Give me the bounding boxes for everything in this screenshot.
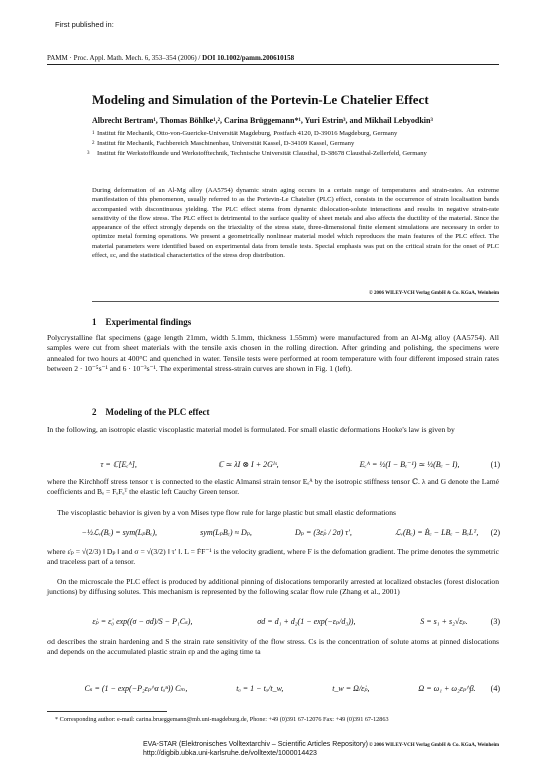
repository-url[interactable]: http://digbib.ubka.uni-karlsruhe.de/volltexte/1000014423 bbox=[143, 750, 317, 757]
affiliation-2: 2 Institut für Mechanik, Fachbereich Maschinenbau, Universität Kassel, D-34109 Kassel, Germany bbox=[92, 140, 355, 147]
equation-number-2: (2) bbox=[490, 528, 500, 537]
copyright-notice: © 2006 WILEY-VCH Verlag GmbH & Co. KGaA, Weinheim bbox=[368, 291, 499, 296]
paper-title: Modeling and Simulation of the Portevin-Le Chatelier Effect bbox=[92, 92, 429, 107]
repository-info bbox=[143, 740, 368, 758]
paragraph-model-intro: In the following, an isotropic elastic viscoplastic material model is formulated. For small elastic deformations Hooke's law is given by bbox=[47, 425, 455, 434]
repository-name: EVA-STAR (Elektronisches Volltextarchiv – Scientific Articles Repository) bbox=[143, 741, 368, 748]
author-list: Albrecht Bertram¹, Thomas Böhlke¹,², Carina Brüggemann*¹, Yuri Estrin³, and Mikhail Lebyodkin³ bbox=[92, 116, 433, 125]
corresponding-author-footnote: * Corresponding author: e-mail: carina.brueggemann@mb.uni-magdeburg.de, Phone: +49 (0)391 67-12076 Fax: +49 (0)391 67-12863 bbox=[55, 716, 389, 723]
paragraph-model-microscale: On the microscale the PLC effect is produced by additional pinning of dislocations temporarily arrested at localized obstacles (forest dislocation junctions) by diffusing solutes. This mechanism is represented by the following scalar flow rule (Zhang et al., 2001) bbox=[47, 577, 499, 597]
footnote-rule bbox=[47, 711, 167, 712]
paragraph-experimental: Polycrystalline flat specimens (gage length 21mm, width 5.1mm, thickness 1.55mm) were manufactured from an Al-Mg alloy (AA5754). All samples were cut from sheet materials with the tensile axis chosen in the rolling direction. After grinding and polishing, the specimens were annealed for two hours at 400°C and quenched in water. Tensile tests were performed at room temperature with four different imposed strain rates between 2 · 10⁻⁵s⁻¹ and 6 · 10⁻³s⁻¹. The experimental stress-strain curves are shown in Fig. 1 (left). bbox=[47, 333, 499, 373]
affiliation-3: 3 Institut für Werkstoffkunde und Werkstofftechnik, Technische Universität Clausthal, D-38678 Clausthal-Zellerfeld, Germany bbox=[87, 150, 427, 157]
paragraph-model-hardening: σd describes the strain hardening and S the strain rate sensitivity of the flow stress. Cs is the concentration of solute atoms at pinned dislocations and depends on the accumulated plastic strain εp and the aging time ta bbox=[47, 637, 499, 657]
section-heading-2: 2 Modeling of the PLC effect bbox=[92, 407, 210, 417]
paragraph-model-viscoplastic: The viscoplastic behavior is given by a von Mises type flow rule for large plastic but small elastic deformations bbox=[57, 508, 396, 517]
journal-citation: PAMM · Proc. Appl. Math. Mech. 6, 353–354 (2006) / bbox=[47, 54, 203, 62]
doi[interactable]: DOI 10.1002/pamm.200610158 bbox=[202, 54, 295, 62]
equation-number-4: (4) bbox=[490, 684, 500, 693]
equation-3: ε̇ₚ = ε̇₀ exp((σ − σd)/S − P₁Cₛ), σd = d₁ + d₂(1 − exp(−εₚ/d₃)), S = s₁ + s₂√εₚ. bbox=[92, 617, 468, 626]
equation-number-1: (1) bbox=[490, 460, 500, 469]
affiliation-1: 1 Institut für Mechanik, Otto-von-Guericke-Universität Magdeburg, Postfach 4120, D-39016 Magdeburg, Germany bbox=[92, 130, 398, 137]
copyright-footer: © 2006 WILEY-VCH Verlag GmbH & Co. KGaA, Weinheim bbox=[368, 743, 499, 748]
equation-2: −½ℒᵥ(Bₑ) = sym(LₚBₑ), sym(LₚBₑ) ≈ Dₚ, Dₚ = (3ε̇ₚ / 2σ) τ′, ℒᵥ(Bₑ) = Ḃₑ − LBₑ − BₑLᵀ, bbox=[81, 528, 479, 537]
first-published-note: First published in: bbox=[55, 20, 114, 29]
abstract-rule bbox=[92, 301, 499, 302]
equation-4: Cₛ = (1 − exp(−P₂εₚ^α tₐⁿ)) Cₘ, tₐ = 1 − tₐ/t_w, t_w = Ω/ε̇ₚ, Ω = ω₁ + ω₂εₚ^β. bbox=[84, 684, 476, 693]
header-rule bbox=[47, 64, 499, 65]
abstract: During deformation of an Al-Mg alloy (AA5754) dynamic strain aging occurs in a certain range of temperatures and strain-rates. An extreme manifestation of this phenomenon, usually referred to as the Portevin-Le Chatelier (PLC) effect, consists in the occurrence of strain localisation bands accompanied with discontinuous yielding. The PLC effect stems from dynamic dislocation-solute interactions and results in negative strain-rate sensitivity of the flow stress. The PLC effect is detrimental to the surface quality of sheet metals and also affects the ductility of the material. Since the appearance of the effect strongly depends on the triaxiality of the stress state, three-dimensional finite element simulations are necessary in order to optimize metal forming operations. We present a geometrically nonlinear material model which reproduces the main features of the PLC effect. The material parameters were identified based on experimental data from tensile tests. Special emphasis was put on the critical strain for the onset of PLC effect, εc, and the statistical characteristics of the stress drop distribution. bbox=[92, 187, 499, 260]
paragraph-model-velocity: where ε̇ₚ = √(2/3) ‖ Dₚ ‖ and σ = √(3/2) ‖ τ′ ‖. L = ḞF⁻¹ is the velocity gradient, where F is the defomation gradient. The prime denotes the symmetric and traceless part of a tensor. bbox=[47, 547, 499, 567]
equation-number-3: (3) bbox=[490, 617, 500, 626]
equation-1: τ = ℂ[Eₑᴬ], ℂ ≃ λI ⊗ I + 2Gᴵˢ, Eₑᴬ = ½(I − Bₑ⁻¹) ≃ ½(Bₑ − I), bbox=[100, 460, 460, 469]
section-heading-1: 1 Experimental findings bbox=[92, 317, 192, 327]
journal-header bbox=[47, 54, 294, 62]
paragraph-model-stiffness: where the Kirchhoff stress tensor τ is connected to the elastic Almansi strain tensor Eₑᴬ by the isotropic stiffness tensor ℂ. λ and G denote the Lamé coefficients and Bₑ = FₑFₑᵀ the elastic left Cauchy Green tensor. bbox=[47, 477, 499, 497]
